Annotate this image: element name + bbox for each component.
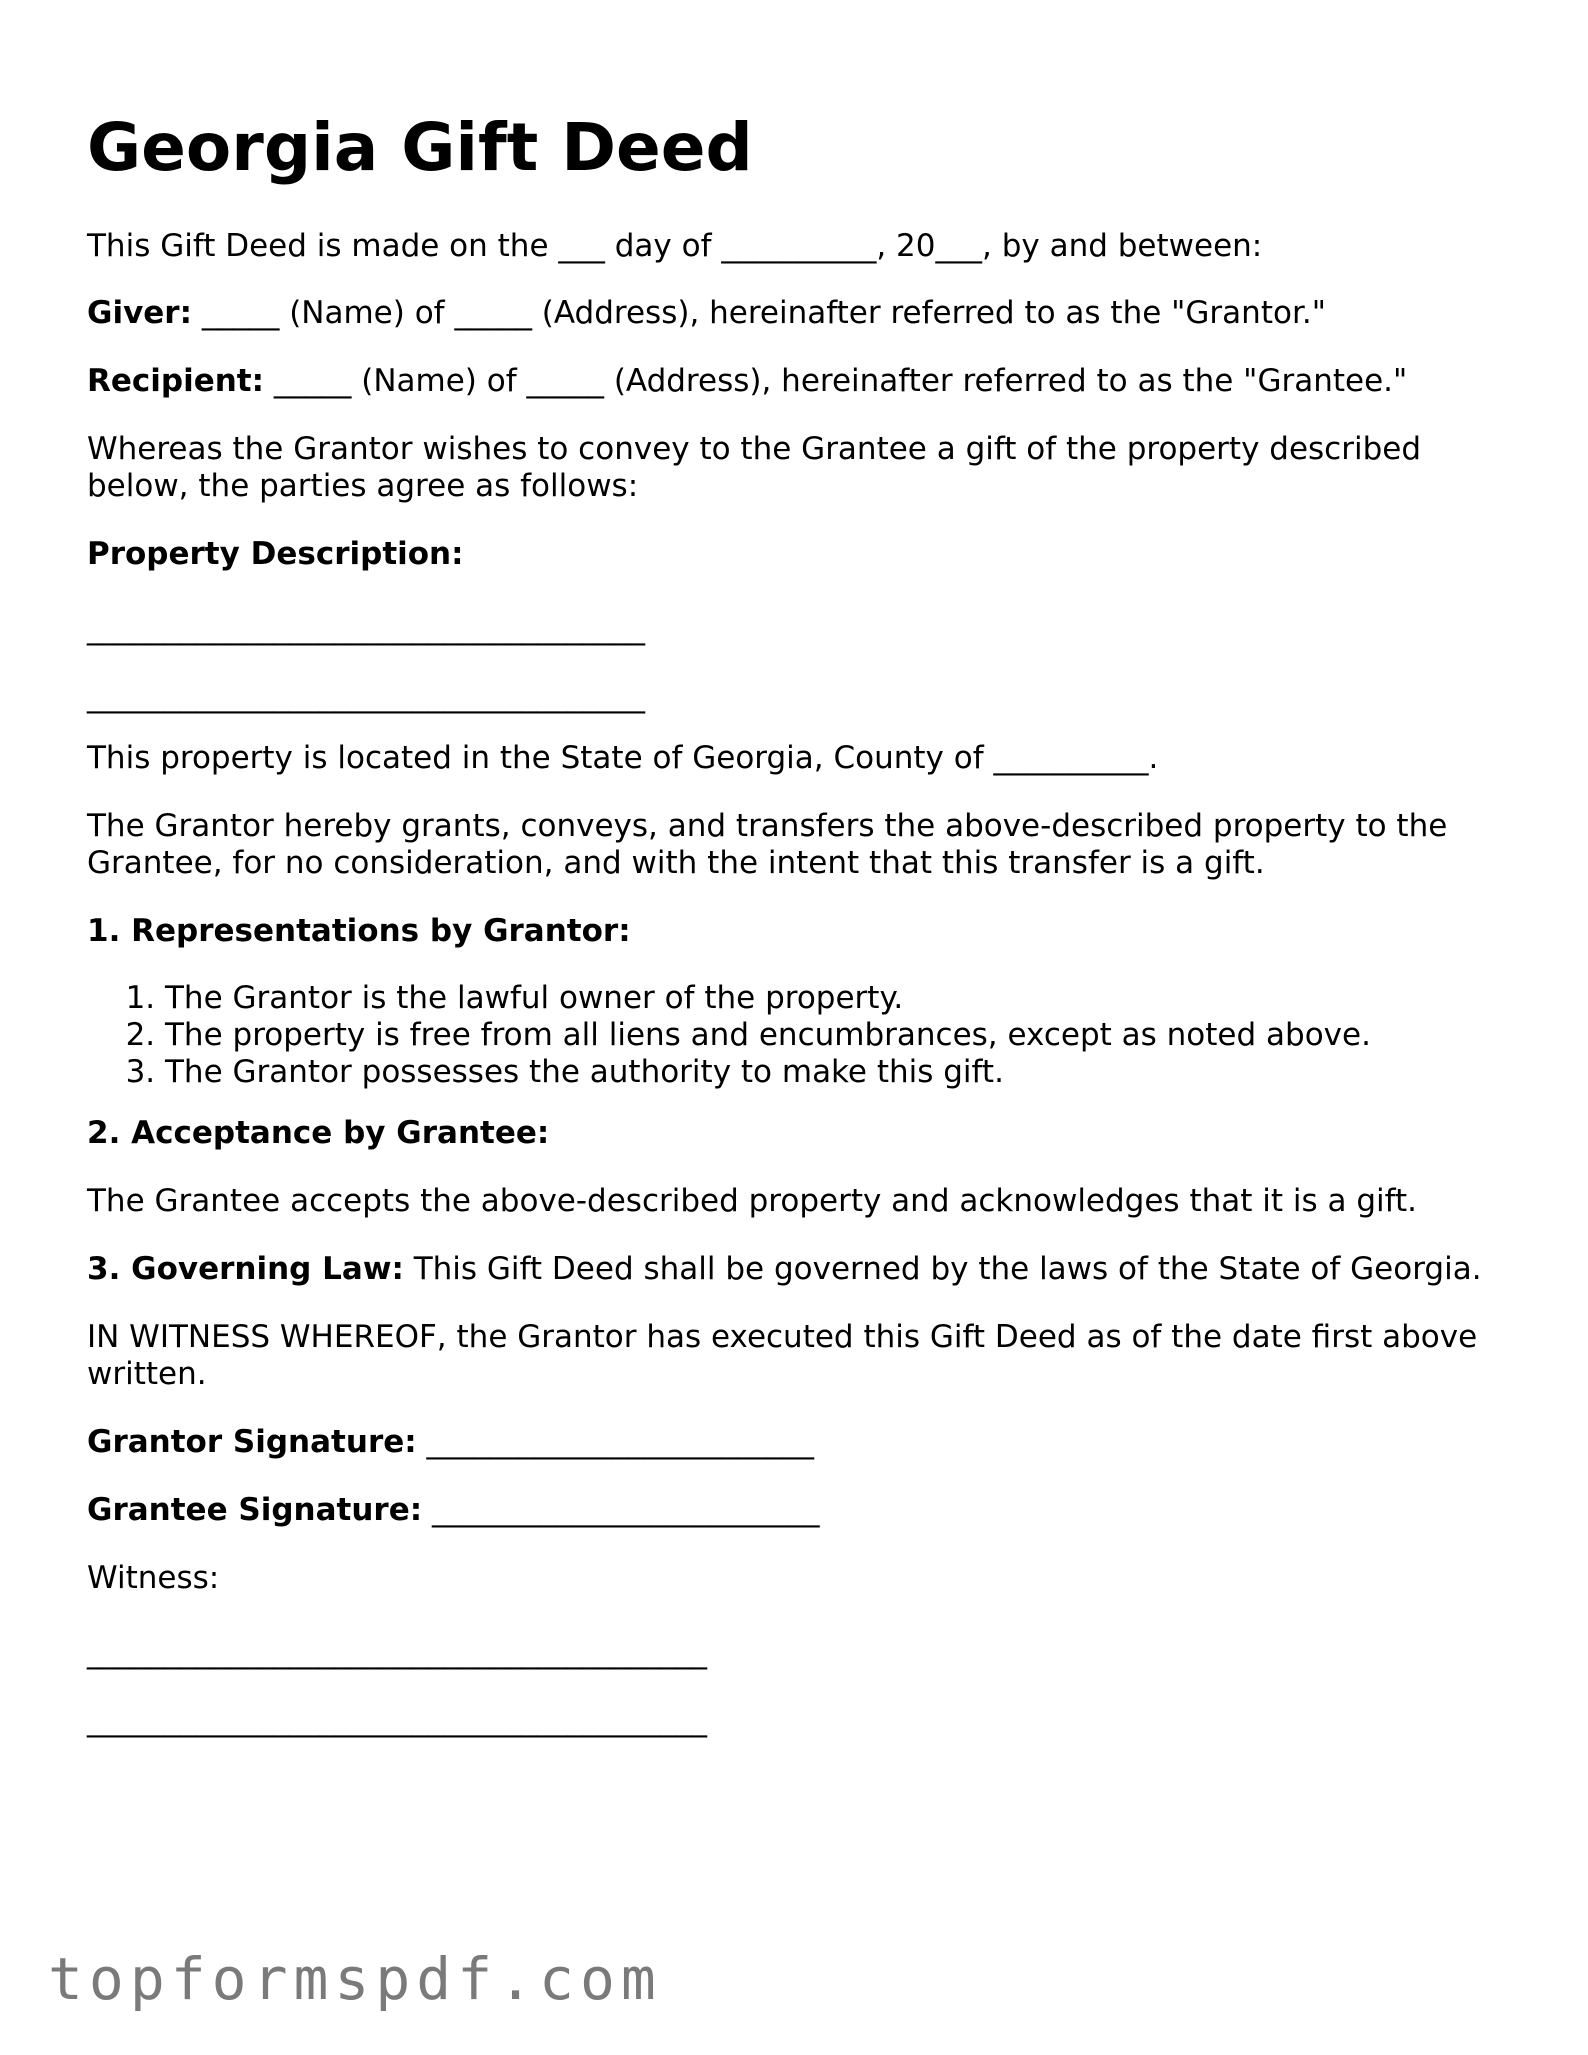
- property-blank-line-2: ____________________________________: [87, 678, 645, 714]
- list-item: 3. The Grantor possesses the authority to make this gift.: [165, 1054, 1371, 1091]
- property-description-heading: Property Description:: [87, 536, 464, 572]
- representations-list: [87, 980, 1371, 1091]
- property-location: This property is located in the State of Georgia, County of __________.: [87, 740, 1159, 776]
- page-title: Georgia Gift Deed: [87, 109, 753, 186]
- grantor-signature-field[interactable]: _________________________: [416, 1424, 815, 1460]
- giver-label: Giver:: [87, 295, 192, 331]
- grantor-signature-label: Grantor Signature:: [87, 1424, 417, 1460]
- recipient-text: _____ (Name) of _____ (Address), hereinafter referred to as the "Grantee.": [264, 363, 1408, 399]
- witness-clause-line-2: written.: [87, 1356, 207, 1392]
- witness-blank-line-2[interactable]: ________________________________________: [87, 1702, 707, 1738]
- property-blank-line-1: ____________________________________: [87, 610, 645, 646]
- whereas-line-1: Whereas the Grantor wishes to convey to the Grantee a gift of the property described: [87, 431, 1421, 467]
- acceptance-text: The Grantee accepts the above-described property and acknowledges that it is a gift.: [87, 1183, 1418, 1219]
- grant-line-2: Grantee, for no consideration, and with the intent that this transfer is a gift.: [87, 845, 1265, 881]
- grant-line-1: The Grantor hereby grants, conveys, and transfers the above-described property to the: [87, 808, 1448, 844]
- witness-blank-line-1[interactable]: ________________________________________: [87, 1634, 707, 1670]
- list-item: 2. The property is free from all liens and encumbrances, except as noted above.: [165, 1017, 1371, 1054]
- grantee-signature-field[interactable]: _________________________: [422, 1492, 820, 1528]
- governing-law-paragraph: [87, 1251, 1482, 1288]
- intro-paragraph: This Gift Deed is made on the ___ day of __________, 20___, by and between:: [87, 228, 1263, 264]
- giver-paragraph: [87, 295, 1326, 332]
- section1-heading: 1. Representations by Grantor:: [87, 913, 631, 949]
- whereas-line-2: below, the parties agree as follows:: [87, 468, 639, 504]
- recipient-label: Recipient:: [87, 363, 265, 399]
- witness-label: Witness:: [87, 1560, 220, 1596]
- list-item: 1. The Grantor is the lawful owner of the property.: [165, 980, 1371, 1017]
- grantor-signature-line: [87, 1424, 814, 1461]
- grantee-signature-label: Grantee Signature:: [87, 1492, 423, 1528]
- section2-heading: 2. Acceptance by Grantee:: [87, 1115, 550, 1151]
- governing-law-label: 3. Governing Law:: [87, 1251, 404, 1287]
- grantee-signature-line: [87, 1492, 819, 1529]
- governing-law-text: This Gift Deed shall be governed by the laws of the State of Georgia.: [403, 1251, 1482, 1287]
- watermark: topformspdf.com: [48, 1945, 662, 2013]
- recipient-paragraph: [87, 363, 1407, 400]
- witness-clause-line-1: IN WITNESS WHEREOF, the Grantor has executed this Gift Deed as of the date first above: [87, 1319, 1478, 1355]
- giver-text: _____ (Name) of _____ (Address), hereinafter referred to as the "Grantor.": [192, 295, 1326, 331]
